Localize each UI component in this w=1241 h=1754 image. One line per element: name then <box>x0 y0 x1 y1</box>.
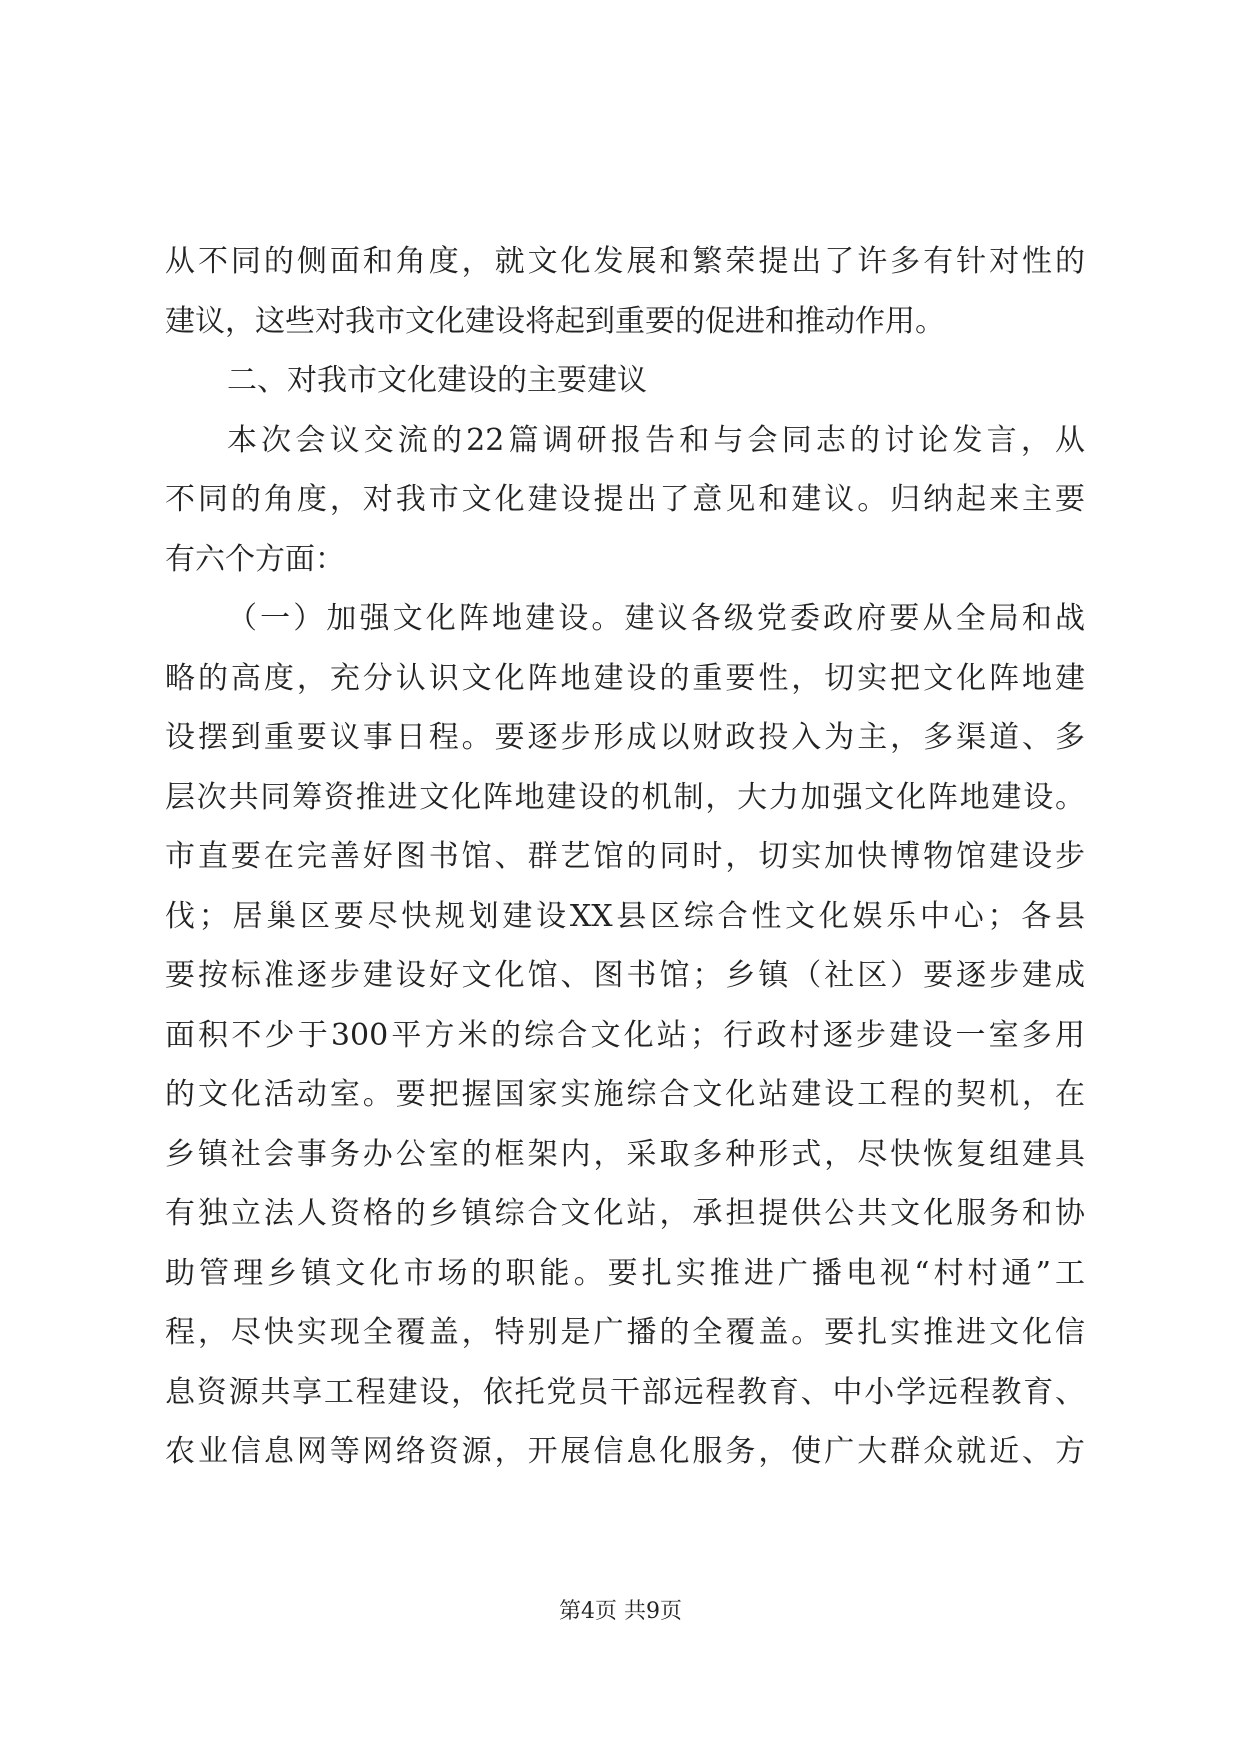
text-line: 要按标准逐步建设好文化馆、图书馆；乡镇（社区）要逐步建成 <box>165 958 1085 993</box>
text-line: 不同的角度，对我市文化建设提出了意见和建议。归纳起来主要 <box>165 482 1085 517</box>
text-line: 助管理乡镇文化市场的职能。要扎实推进广播电视“村村通”工 <box>165 1255 1085 1291</box>
text-line: 的文化活动室。要把握国家实施综合文化站建设工程的契机，在 <box>165 1077 1085 1112</box>
text-line: 本次会议交流的22篇调研报告和与会同志的讨论发言，从 <box>227 422 1085 458</box>
document-body <box>165 232 1085 1482</box>
section-heading: 二、对我市文化建设的主要建议 <box>227 363 647 398</box>
text-line: 设摆到重要议事日程。要逐步形成以财政投入为主，多渠道、多 <box>165 720 1085 755</box>
page-number-footer: 第4页 共9页 <box>559 1599 682 1624</box>
text-line: 伐；居巢区要尽快规划建设XX县区综合性文化娱乐中心；各县 <box>165 898 1085 934</box>
text-line: 建议，这些对我市文化建设将起到重要的促进和推动作用。 <box>165 303 945 339</box>
text-line: 乡镇社会事务办公室的框架内，采取多种形式，尽快恢复组建具 <box>165 1136 1085 1172</box>
text-line: 有独立法人资格的乡镇综合文化站，承担提供公共文化服务和协 <box>165 1196 1085 1231</box>
text-line: 息资源共享工程建设，依托党员干部远程教育、中小学远程教育、 <box>165 1374 1085 1410</box>
text-line: 有六个方面： <box>165 541 345 577</box>
text-line: 市直要在完善好图书馆、群艺馆的同时，切实加快博物馆建设步 <box>165 839 1085 874</box>
text-line: 层次共同筹资推进文化阵地建设的机制，大力加强文化阵地建设。 <box>165 779 1085 815</box>
text-line: 农业信息网等网络资源，开展信息化服务，使广大群众就近、方 <box>165 1434 1085 1469</box>
text-line: 略的高度，充分认识文化阵地建设的重要性，切实把文化阵地建 <box>165 660 1085 696</box>
text-line: （一）加强文化阵地建设。建议各级党委政府要从全局和战 <box>227 601 1085 636</box>
text-line: 面积不少于300平方米的综合文化站；行政村逐步建设一室多用 <box>165 1017 1085 1053</box>
text-line: 从不同的侧面和角度，就文化发展和繁荣提出了许多有针对性的 <box>165 244 1085 279</box>
text-line: 程，尽快实现全覆盖，特别是广播的全覆盖。要扎实推进文化信 <box>165 1315 1085 1350</box>
